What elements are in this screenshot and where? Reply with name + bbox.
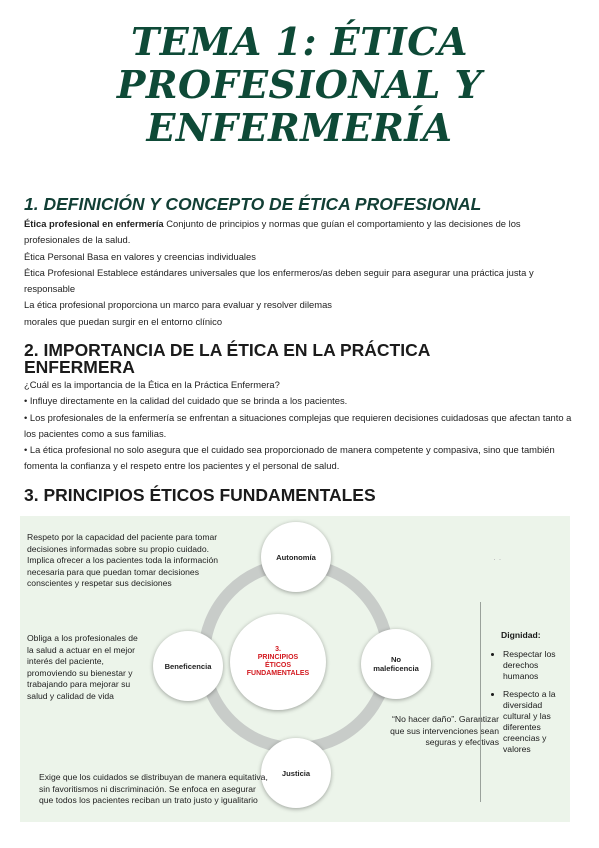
no-maleficencia-description: “No hacer daño”. Garantizar que sus intervenciones sean seguras y efectivas bbox=[390, 714, 499, 748]
decorative-dots: · · bbox=[493, 554, 502, 564]
framework-line-1: La ética profesional proporciona un marco para evaluar y resolver dilemas bbox=[24, 299, 332, 311]
section-1-heading: 1. DEFINICIÓN Y CONCEPTO DE ÉTICA PROFESIONAL bbox=[24, 194, 482, 214]
professional-ethics-line: Ética Profesional Establece estándares universales que los enfermeros/as deben seguir para asegurar una práctica justa y responsable bbox=[24, 266, 534, 295]
dignidad-item: • Respecto a la diversidad cultural y las diferentes creencias y valores bbox=[503, 689, 566, 755]
document-title bbox=[0, 20, 599, 149]
section-2-heading: 2. IMPORTANCIA DE LA ÉTICA EN LA PRÁCTICA ENFERMERA bbox=[24, 340, 430, 377]
section-1-body bbox=[24, 216, 576, 330]
node-justicia bbox=[261, 738, 331, 808]
node-autonomia bbox=[261, 522, 331, 592]
section-3-heading: 3. PRINCIPIOS ÉTICOS FUNDAMENTALES bbox=[24, 485, 376, 505]
title-line-3: ENFERMERÍA bbox=[146, 105, 453, 150]
node-autonomia-label: Autonomía bbox=[276, 552, 316, 562]
dignidad-item: • Respectar los derechos humanos bbox=[503, 649, 566, 682]
title-line-1: TEMA 1: ÉTICA bbox=[131, 19, 468, 64]
node-justicia-label: Justicia bbox=[281, 768, 311, 778]
node-no-maleficencia-line-2: maleficencia bbox=[373, 664, 419, 673]
definition-line bbox=[24, 216, 576, 249]
importance-bullet-2: • Los profesionales de la enfermería se enfrentan a situaciones complejas que requieren decisiones cuidadosas que afectan tanto a los pacientes como a sus familias. bbox=[24, 411, 572, 439]
center-line-4: FUNDAMENTALES bbox=[246, 670, 310, 677]
center-line-1: 3. bbox=[275, 646, 281, 653]
dignidad-panel bbox=[480, 602, 566, 802]
importance-question: ¿Cuál es la importancia de la Ética en la Práctica Enfermera? bbox=[24, 379, 280, 390]
personal-ethics-line: Ética Personal Basa en valores y creencias individuales bbox=[24, 250, 256, 262]
framework-line-2: morales que puedan surgir en el entorno clínico bbox=[24, 315, 223, 327]
importance-bullet-1: • Influye directamente en la calidad del cuidado que se brinda a los pacientes. bbox=[24, 395, 348, 407]
node-no-maleficencia-label bbox=[373, 655, 419, 673]
justicia-description: Exige que los cuidados se distribuyan de manera equitativa, sin favoritismos ni discriminación. Se enfoca en asegurar que todos los pacientes reciban un trato justo y igualitario bbox=[39, 772, 268, 806]
node-no-maleficencia bbox=[361, 629, 431, 699]
dignidad-heading: Dignidad: bbox=[501, 630, 541, 640]
title-line-2: PROFESIONAL Y bbox=[116, 62, 483, 107]
importance-bullet-3: • La ética profesional no solo asegura que el cuidado sea proporcionado de manera competente y compasiva, sino que también fomenta la confianza y el respeto entre los pacientes y el personal de salud. bbox=[24, 444, 555, 472]
definition-text: Conjunto de principios y normas que guían el comportamiento y las decisiones de los profesionales de la salud. bbox=[24, 218, 521, 246]
center-line-2: PRINCIPIOS bbox=[257, 654, 299, 661]
autonomia-description: Respeto por la capacidad del paciente para tomar decisiones informadas sobre su propio cuidado. Implica ofrecer a los pacientes toda la información necesaria para que puedan tomar decisiones conscientes y respetar sus decisiones bbox=[27, 532, 219, 589]
dignidad-list bbox=[489, 649, 566, 755]
node-beneficencia-label: Beneficencia bbox=[164, 661, 212, 671]
section-2-body bbox=[24, 377, 576, 475]
diagram-center-circle bbox=[230, 614, 326, 710]
node-no-maleficencia-line-1: No bbox=[390, 655, 402, 664]
node-beneficencia bbox=[153, 631, 223, 701]
beneficencia-description: Obliga a los profesionales de la salud a actuar en el mejor interés del paciente, promoviendo su bienestar y trabajando para mejorar su salud y calidad de vida bbox=[27, 633, 138, 701]
definition-term: Ética profesional en enfermería bbox=[24, 218, 164, 229]
ethical-principles-diagram bbox=[20, 516, 570, 822]
center-line-3: ÉTICOS bbox=[264, 662, 292, 669]
